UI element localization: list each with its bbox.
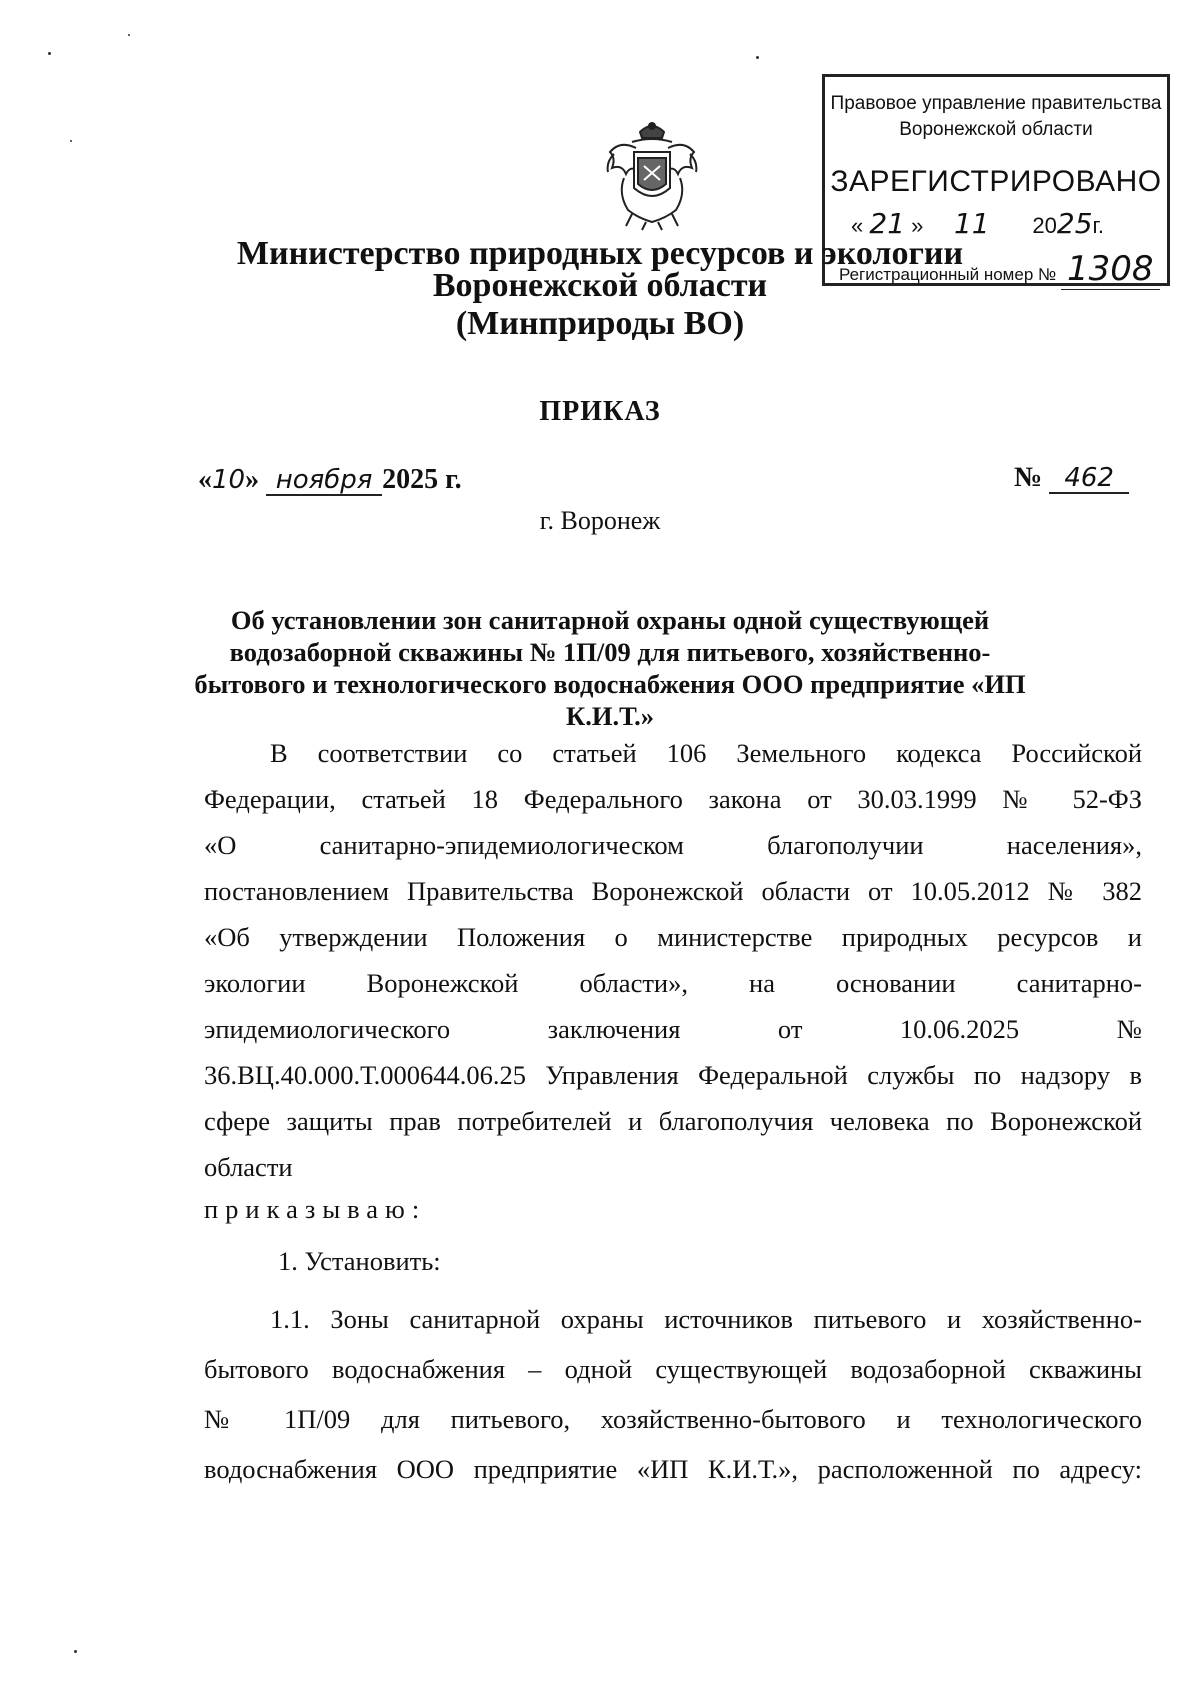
preamble-line-1: В соответствии со статьей 106 Земельного кодекса Российской	[270, 738, 1142, 768]
scan-speck	[48, 52, 51, 55]
preamble-line-5: «Об утверждении Положения о министерстве природных ресурсов и	[204, 922, 1142, 952]
stamp-reg-label: Регистрационный номер №	[839, 265, 1057, 284]
preamble-line-8: 36.ВЦ.40.000.Т.000644.06.25 Управления Федеральной службы по надзору в	[204, 1060, 1142, 1090]
item-1-1-line-4: водоснабжения ООО предприятие «ИП К.И.Т.», расположенной по адресу:	[204, 1454, 1142, 1484]
ministry-name-line1: Министерство природных ресурсов и экологии	[236, 235, 964, 272]
item-1: 1. Установить:	[278, 1246, 441, 1276]
order-word: приказываю:	[204, 1194, 427, 1224]
preamble-line-7: эпидемиологического заключения от 10.06.2025 №	[204, 1014, 1142, 1044]
stamp-status: ЗАРЕГИСТРИРОВАНО	[830, 165, 1162, 198]
item-1-1-line-2: бытового водоснабжения – одной существующей водозаборной скважины	[204, 1354, 1142, 1384]
number-value: 462	[1049, 464, 1129, 494]
document-city: г. Воронеж	[539, 506, 661, 535]
document-number	[1014, 462, 1129, 494]
preamble-line-9: сфере защиты прав потребителей и благополучия человека по Воронежской	[204, 1106, 1142, 1136]
stamp-date-month: 11	[953, 207, 990, 240]
date-month: ноября	[266, 466, 382, 496]
ministry-abbreviation: (Минприроды ВО)	[455, 305, 745, 342]
preamble-line-2: Федерации, статьей 18 Федерального закона от 30.03.1999 № 52-ФЗ	[204, 784, 1142, 814]
preamble-line-4: постановлением Правительства Воронежской области от 10.05.2012 № 382	[204, 876, 1142, 906]
item-1-1-line-3: № 1П/09 для питьевого, хозяйственно-бытового и технологического	[204, 1404, 1142, 1434]
scan-speck	[128, 34, 130, 36]
document-title: Об установлении зон санитарной охраны одной существующей водозаборной скважины № 1П/09 для питьевого, хозяйственно-бытового и технологического водоснабжения ООО предприятие «ИП К.И.Т.»	[194, 605, 1026, 731]
stamp-reg-number-value: 1308	[1061, 249, 1160, 290]
stamp-org-line2: Воронежской области	[899, 119, 1093, 140]
stamp-date-year-prefix: 20	[1032, 213, 1057, 238]
preamble-line-6: экологии Воронежской области», на основании санитарно-	[204, 968, 1142, 998]
date-day: 10	[212, 465, 246, 495]
stamp-org-line1: Правовое управление правительства	[830, 93, 1162, 114]
scan-speck	[74, 1650, 77, 1653]
stamp-date-year-suffix: 25	[1056, 207, 1093, 240]
document-date	[198, 464, 462, 496]
document-type: ПРИКАЗ	[539, 396, 661, 427]
stamp-date-year-unit: г.	[1092, 213, 1104, 238]
date-close-quote: »	[245, 464, 260, 495]
stamp-date-day: 21	[869, 207, 906, 240]
number-label: №	[1014, 462, 1043, 493]
ministry-name-line2: Воронежской области	[432, 267, 768, 304]
preamble-line-3: «О санитарно-эпидемиологическом благополучии населения»,	[204, 830, 1142, 860]
stamp-organization	[825, 91, 1167, 143]
preamble-line-10: области	[204, 1152, 293, 1182]
coat-of-arms-icon	[602, 118, 702, 232]
stamp-date-close-quote: »	[911, 213, 924, 238]
date-year: 2025 г.	[382, 464, 462, 495]
item-1-1-line-1: 1.1. Зоны санитарной охраны источников питьевого и хозяйственно-	[270, 1304, 1142, 1334]
scan-speck	[756, 56, 759, 59]
date-open-quote: «	[198, 464, 212, 495]
stamp-date-open-quote: «	[851, 213, 864, 238]
scan-speck	[70, 140, 72, 142]
